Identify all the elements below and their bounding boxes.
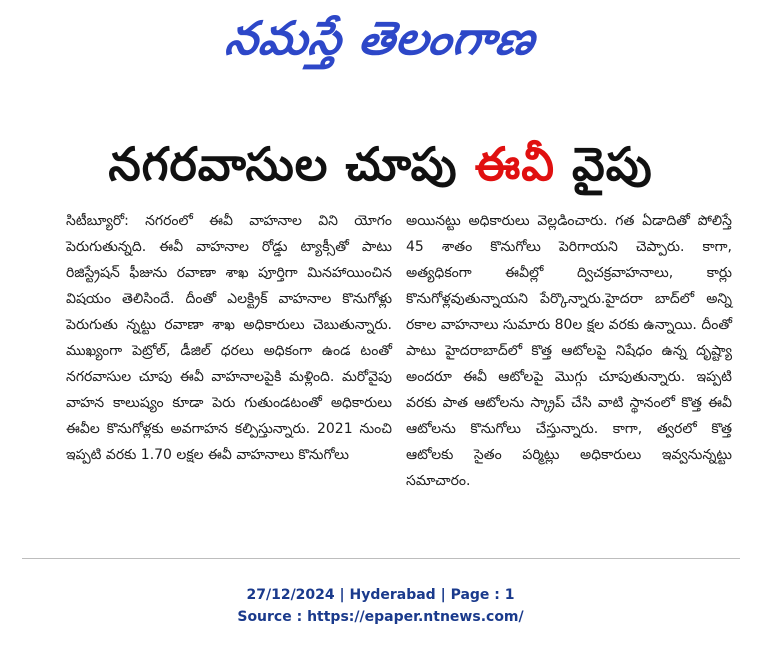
footer	[0, 584, 761, 628]
headline-highlight: ఈవీ	[474, 137, 555, 191]
headline-part-2: వైపు	[555, 137, 653, 191]
masthead	[0, 8, 761, 72]
newspaper-logo: నమస్తే తెలంగాణ	[222, 11, 539, 65]
footer-divider	[22, 558, 740, 559]
article-text-right: అయినట్టు అధికారులు వెల్లడించారు. గత ఏడాదితో పోలిస్తే 45 శాతం కొనుగోలు పెరిగాయని చెప్పారు. కాగా, అత్యధికంగా ఈవీల్లో ద్విచక్రవాహనాలు, కార్లు కొనుగోళ్లవుతున్నాయని పేర్కొన్నారు.హైదరా బాద్‌లో అన్ని రకాల వాహనాలు సుమారు 80ల క్షల వరకు ఉన్నాయి. దీంతో పాటు హైదరాబాద్‌లో కొత్త ఆటోలపై నిషేధం ఉన్న దృష్ట్యా అందరూ ఈవీ ఆటోలపై మొగ్గు చూపుతున్నారు. ఇప్పటి వరకు పాత ఆటోలను స్క్రాప్ చేసి వాటి స్థానంలో కొత్త ఈవీ ఆటోలను కొనుగోలు చేస్తున్నారు. కాగా, త్వరలో కొత్త ఆటోలకు సైతం పర్మిట్లు అధికారులు ఇవ్వనున్నట్టు సమాచారం.	[406, 213, 732, 489]
article-column-right	[406, 208, 732, 552]
article-headline	[0, 128, 761, 200]
headline-part-1: నగరవాసుల చూపు	[108, 137, 475, 191]
article-text-left: సిటీబ్యూరో: నగరంలో ఈవీ వాహనాల విని యోగం పెరుగుతున్నది. ఈవీ వాహనాల రోడ్డు ట్యాక్సీతో పాటు రిజిస్ట్రేషన్ ఫీజును రవాణా శాఖ పూర్తిగా మినహాయించిన విషయం తెలిసిందే. దీంతో ఎలక్ట్రిక్ వాహనాల కొనుగోళ్లు పెరుగుతు న్నట్టు రవాణా శాఖ అధికారులు చెబుతున్నారు. ముఖ్యంగా పెట్రోల్, డీజిల్ ధరలు అధికంగా ఉండ టంతో నగరవాసుల చూపు ఈవీ వాహనాలపైకి మళ్లింది. మరోవైపు వాహన కాలుష్యం కూడా పెరు గుతుండటంతో అధికారులు ఈవీల కొనుగోళ్లకు అవగాహన కల్పిస్తున్నారు. 2021 నుంచి ఇప్పటి వరకు 1.70 లక్షల ఈవీ వాహనాలు కొనుగోలు	[66, 213, 392, 463]
source-link[interactable]: Source : https://epaper.ntnews.com/	[237, 609, 524, 625]
article-body	[66, 208, 748, 552]
article-column-left	[66, 208, 392, 552]
edition-info: 27/12/2024 | Hyderabad | Page : 1	[246, 587, 515, 603]
